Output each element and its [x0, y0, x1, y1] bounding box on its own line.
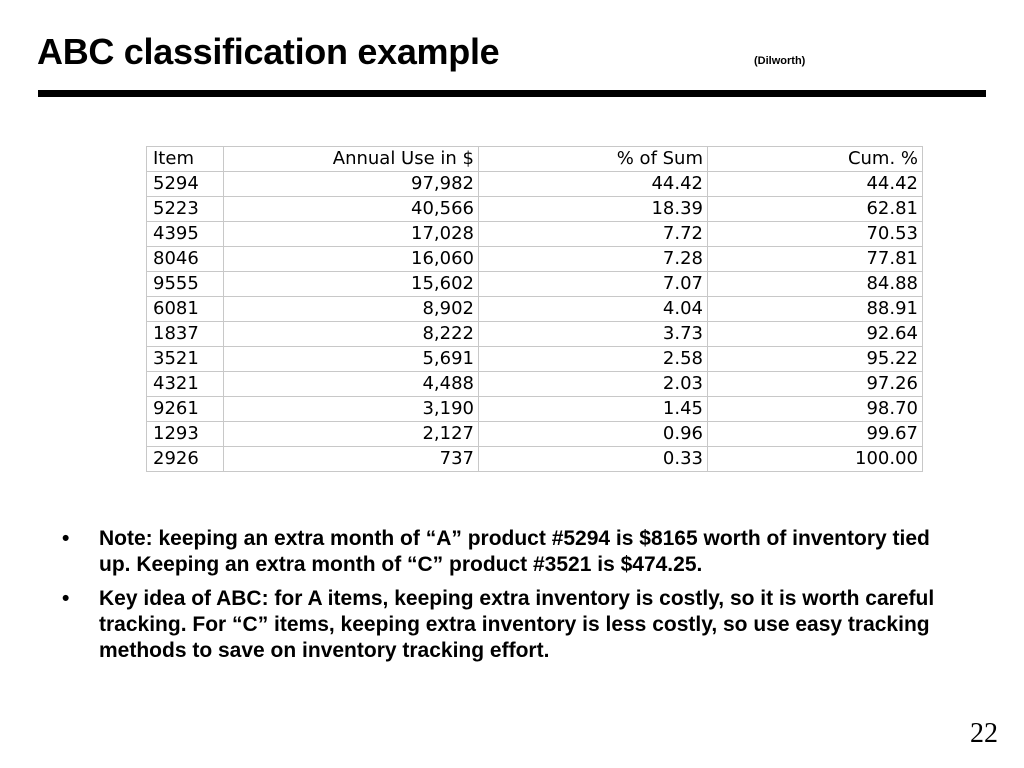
table-cell: 1.45	[479, 397, 708, 422]
table-cell: 6081	[147, 297, 224, 322]
table-row	[147, 347, 923, 372]
table-cell: 97,982	[224, 172, 479, 197]
table-cell: 77.81	[708, 247, 923, 272]
table-cell: 4321	[147, 372, 224, 397]
table-cell: 70.53	[708, 222, 923, 247]
table-row	[147, 172, 923, 197]
table-cell: 18.39	[479, 197, 708, 222]
slide-title: ABC classification example	[37, 31, 500, 72]
table-cell: 16,060	[224, 247, 479, 272]
table-cell: 4395	[147, 222, 224, 247]
table-cell: 7.07	[479, 272, 708, 297]
table-cell: 0.33	[479, 447, 708, 472]
table-cell: 4.04	[479, 297, 708, 322]
table-cell: 40,566	[224, 197, 479, 222]
table-cell: 97.26	[708, 372, 923, 397]
note-bullet: • Note: keeping an extra month of “A” product #5294 is $8165 worth of inventory tied up. Keeping an extra month of “C” product #3521 is $474.25.	[62, 526, 967, 578]
header-cell: Cum. %	[708, 147, 923, 172]
header-cell: % of Sum	[479, 147, 708, 172]
table-row	[147, 372, 923, 397]
table-cell: 5,691	[224, 347, 479, 372]
table-cell: 2.03	[479, 372, 708, 397]
table-cell: 99.67	[708, 422, 923, 447]
table-cell: 737	[224, 447, 479, 472]
table-cell: 95.22	[708, 347, 923, 372]
table-cell: 88.91	[708, 297, 923, 322]
table-row	[147, 247, 923, 272]
table-cell: 2,127	[224, 422, 479, 447]
table-cell: 44.42	[708, 172, 923, 197]
table-cell: 2926	[147, 447, 224, 472]
header-cell: Annual Use in $	[224, 147, 479, 172]
table-row	[147, 272, 923, 297]
table-cell: 17,028	[224, 222, 479, 247]
table-cell: 15,602	[224, 272, 479, 297]
table-cell: 1837	[147, 322, 224, 347]
page-number: 22	[970, 718, 998, 749]
table-row	[147, 322, 923, 347]
table-cell: 3,190	[224, 397, 479, 422]
table-header-row	[147, 147, 923, 172]
table-cell: 5223	[147, 197, 224, 222]
table-cell: 5294	[147, 172, 224, 197]
table-cell: 0.96	[479, 422, 708, 447]
table-row	[147, 422, 923, 447]
table-cell: 9261	[147, 397, 224, 422]
table-cell: 62.81	[708, 197, 923, 222]
table-row	[147, 397, 923, 422]
table-row	[147, 222, 923, 247]
table-cell: 100.00	[708, 447, 923, 472]
header-cell: Item	[147, 147, 224, 172]
note-bullet: • Key idea of ABC: for A items, keeping extra inventory is costly, so it is worth careful tracking. For “C” items, keeping extra inventory is less costly, so use easy tracking methods to save on inventory tracking effort.	[62, 586, 967, 664]
table-row	[147, 297, 923, 322]
table-cell: 4,488	[224, 372, 479, 397]
slide-subtitle: (Dilworth)	[754, 55, 806, 67]
table-cell: 8,902	[224, 297, 479, 322]
table-cell: 98.70	[708, 397, 923, 422]
table-cell: 3521	[147, 347, 224, 372]
table-row	[147, 447, 923, 472]
title-rule	[38, 90, 986, 97]
table-row	[147, 197, 923, 222]
table-cell: 84.88	[708, 272, 923, 297]
table-cell: 44.42	[479, 172, 708, 197]
abc-table	[146, 146, 923, 472]
table-cell: 7.72	[479, 222, 708, 247]
table-cell: 8046	[147, 247, 224, 272]
table-cell: 92.64	[708, 322, 923, 347]
table-cell: 2.58	[479, 347, 708, 372]
table-cell: 7.28	[479, 247, 708, 272]
table-cell: 1293	[147, 422, 224, 447]
table-cell: 9555	[147, 272, 224, 297]
table-cell: 3.73	[479, 322, 708, 347]
table-cell: 8,222	[224, 322, 479, 347]
notes-list	[62, 526, 967, 672]
